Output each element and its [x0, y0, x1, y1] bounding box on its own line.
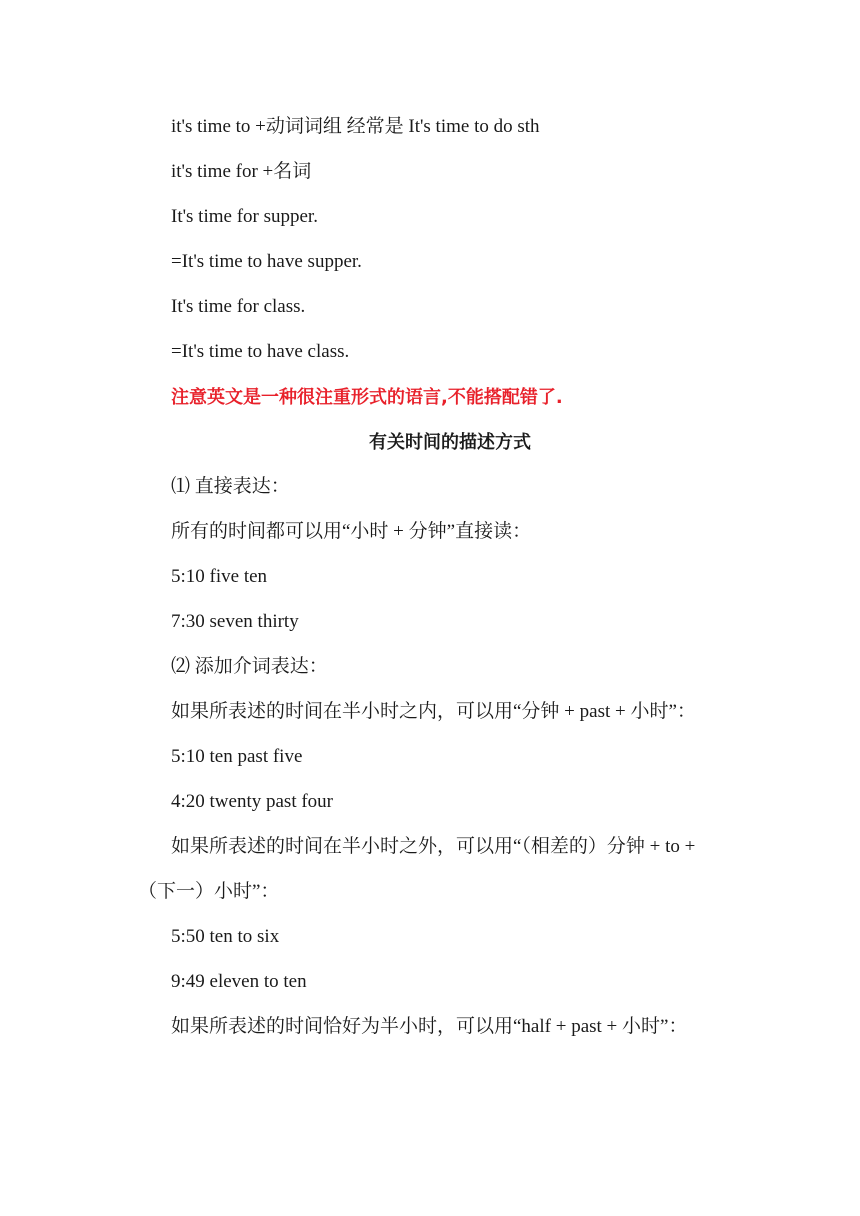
section-heading: 有关时间的描述方式 [369, 432, 531, 453]
section2-example-within: 5:10 ten past five [171, 746, 303, 767]
section2-rule-beyond-continued: （下一）小时”： [138, 881, 280, 902]
text-line-example-have-class: =It's time to have class. [171, 341, 350, 362]
text-line-time-for: it's time for +名词 [171, 161, 312, 182]
text-line-example-have-supper: =It's time to have supper. [171, 251, 362, 272]
text-line-time-to: it's time to +动词词组 经常是 It's time to do sth [171, 116, 540, 137]
warning-note: 注意英文是一种很注重形式的语言,不能搭配错了. [171, 387, 563, 408]
section1-intro: 所有的时间都可以用“小时 + 分钟”直接读： [171, 521, 532, 542]
section2-title: ⑵ 添加介词表达： [171, 656, 328, 677]
section2-example-beyond: 9:49 eleven to ten [171, 971, 307, 992]
text-line-example-class: It's time for class. [171, 296, 306, 317]
section2-rule-beyond: 如果所表述的时间在半小时之外，可以用“（相差的）分钟 + to + [171, 836, 696, 857]
section1-title: ⑴ 直接表达： [171, 476, 290, 497]
section2-rule-within: 如果所表述的时间在半小时之内，可以用“分钟 + past + 小时”： [171, 701, 696, 722]
section2-example-beyond: 5:50 ten to six [171, 926, 280, 947]
section1-example: 7:30 seven thirty [171, 611, 299, 632]
section1-example: 5:10 five ten [171, 566, 268, 587]
section2-example-within: 4:20 twenty past four [171, 791, 334, 812]
section2-rule-half: 如果所表述的时间恰好为半小时，可以用“half + past + 小时”： [171, 1016, 688, 1037]
text-line-example-supper: It's time for supper. [171, 206, 318, 227]
